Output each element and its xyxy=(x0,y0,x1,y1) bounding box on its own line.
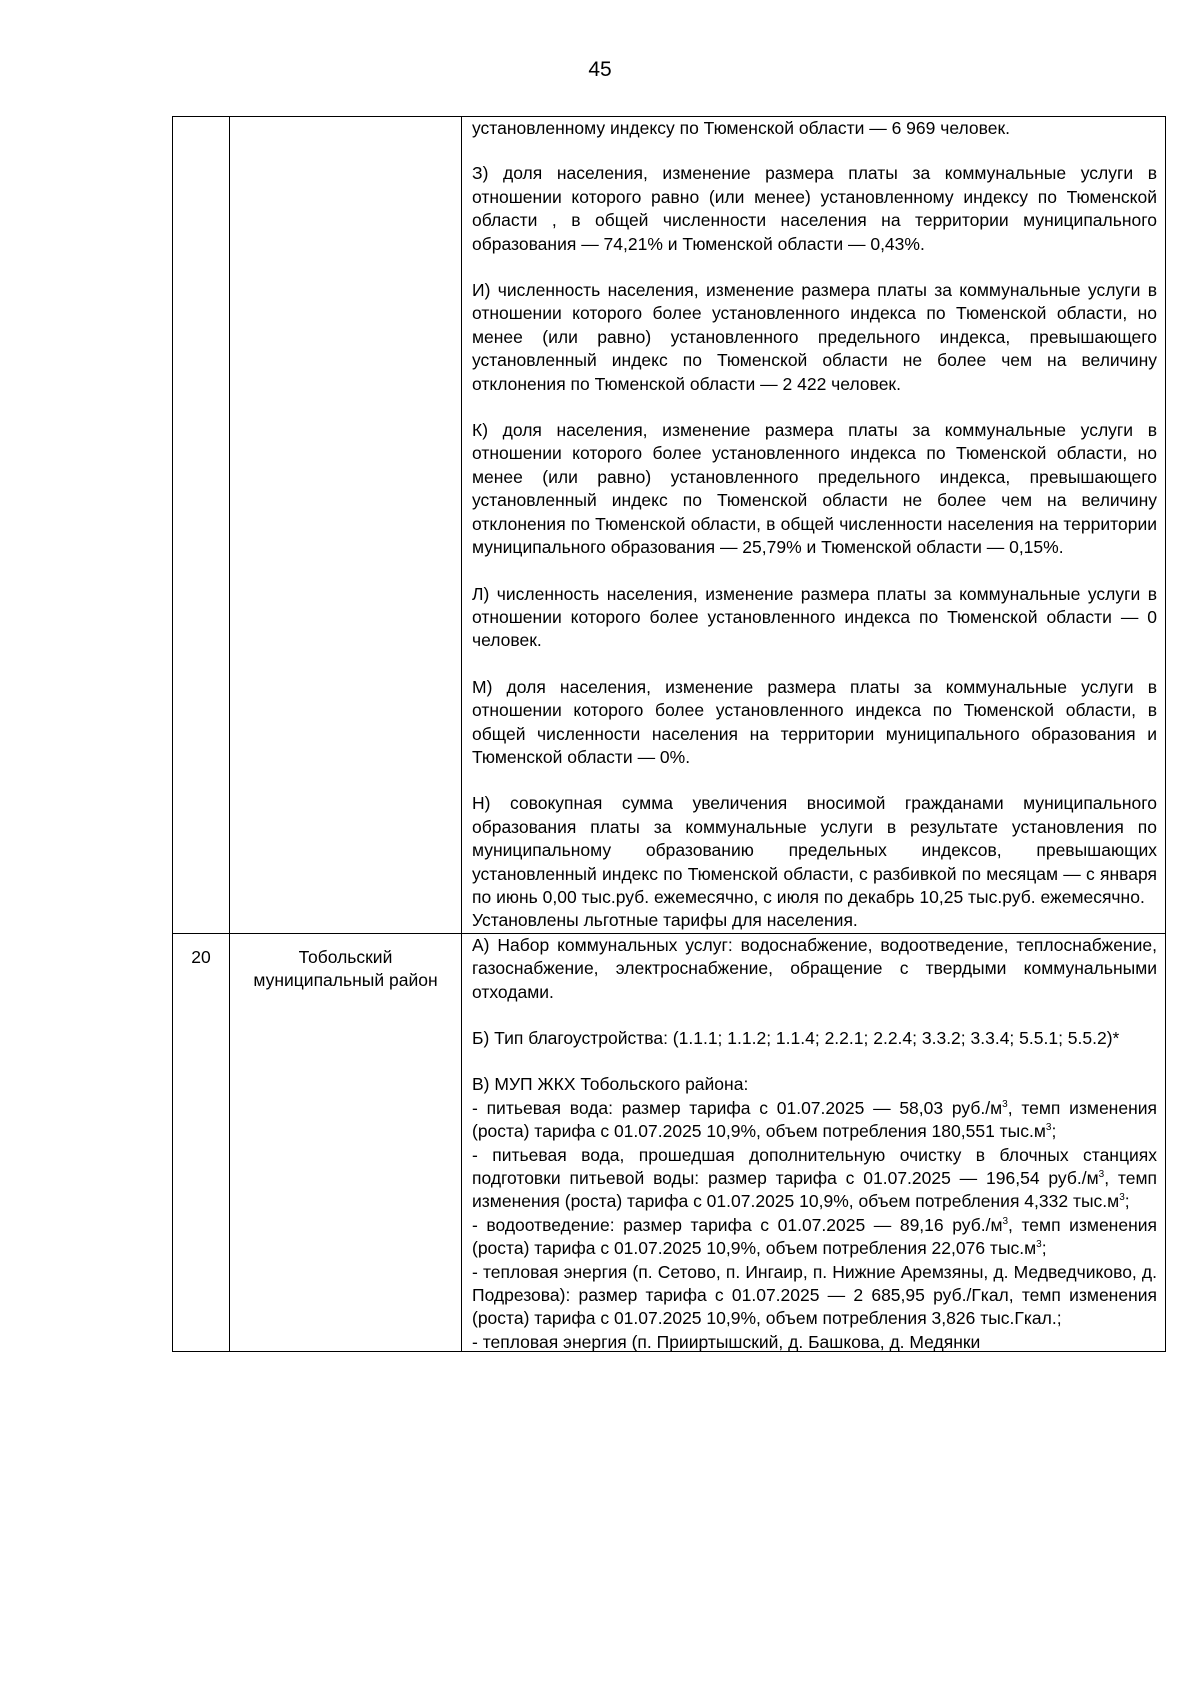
paragraph-a: А) Набор коммунальных услуг: водоснабжение, водоотведение, теплоснабжение, газоснабжение, электроснабжение, обращение с твердыми коммунальными отходами. xyxy=(472,934,1157,1002)
superscript-3: 3 xyxy=(1098,1169,1105,1181)
page-number: 45 xyxy=(588,58,612,81)
row-name-cell-empty xyxy=(230,117,462,934)
paragraph-z: З) доля населения, изменение размера платы за коммунальные услуги в отношении которого равно (или менее) установленному индексу по Тюменской области , в общей численности населения на территории муниципального образования — 74,21% и Тюменской области — 0,43%. xyxy=(472,163,1157,254)
paragraph-m: М) доля населения, изменение размера платы за коммунальные услуги в отношении которого более установленного индекса по Тюменской области, в общей численности населения на территории муниципального образования и Тюменской области — 0%. xyxy=(472,676,1157,767)
tariff-item-heat-energy-1: - тепловая энергия (п. Сетово, п. Ингаир, п. Нижние Аремзяны, д. Медведчиково, д. Подрезова): размер тарифа с 01.07.2025 — 2 685,95 руб./Гкал, темп изменения (роста) тарифа с 01.07.2025 10,9%, объем потребления 3,826 тыс.Гкал.; xyxy=(472,1261,1157,1329)
table-row-20 xyxy=(173,933,1166,1351)
paragraph-v-title: В) МУП ЖКХ Тобольского района: xyxy=(472,1074,749,1095)
paragraph-benefit-tariffs: Установлены льготные тарифы для населения. xyxy=(472,910,858,931)
paragraph-continued: установленному индексу по Тюменской области — 6 969 человек. xyxy=(472,118,1011,138)
row-body-cell xyxy=(462,117,1166,934)
row-number: 20 xyxy=(173,933,230,1351)
table-row-continued xyxy=(173,117,1166,934)
superscript-3: 3 xyxy=(1045,1122,1052,1134)
paragraph-b: Б) Тип благоустройства: (1.1.1; 1.1.2; 1.1.4; 2.2.1; 2.2.4; 3.3.2; 3.3.4; 5.5.1; 5.5.2)* xyxy=(472,1028,1120,1048)
row-number-cell-empty xyxy=(173,117,230,934)
paragraph-i: И) численность населения, изменение размера платы за коммунальные услуги в отношении которого более установленного индекса по Тюменской области, но менее (или равно) установленного предельного индекса, превышающего установленный индекс по Тюменской области не более чем на величину отклонения по Тюменской области — 2 422 человек. xyxy=(472,280,1157,394)
municipality-name: Тобольский муниципальный район xyxy=(230,933,462,1351)
row-body-cell xyxy=(462,933,1166,1351)
superscript-3: 3 xyxy=(1002,1216,1009,1228)
tariff-item-purified-water: - питьевая вода, прошедшая дополнительную очистку в блочных станциях подготовки питьевой воды: размер тарифа с 01.07.2025 — 196,54 $руб./м^3$, темп изменения (роста) тарифа с 01.07.2025 10,9%, объем потребления 4,332 $тыс.м^3$; xyxy=(472,1144,1157,1212)
tariff-table xyxy=(172,116,1166,1352)
tariff-item-heat-energy-2: - тепловая энергия (п. Прииртышский, д. Башкова, д. Медянки xyxy=(472,1331,981,1351)
superscript-3: 3 xyxy=(1036,1239,1042,1251)
paragraph-n: Н) совокупная сумма увеличения вносимой гражданами муниципального образования платы за коммунальные услуги в результате установления по муниципальному образованию предельных индексов, превышающих установленный индекс по Тюменской области, с разбивкой по месяцам — с января по июнь 0,00 тыс.руб. ежемесячно, с июля по декабрь 10,25 тыс.руб. ежемесячно. xyxy=(472,793,1157,907)
tariff-item-wastewater: - водоотведение: размер тарифа с 01.07.2025 — 89,16 $руб./м^3$, темп изменения (роста) тарифа с 01.07.2025 10,9%, объем потребления 22,076 $тыс.м^3$; xyxy=(472,1214,1157,1259)
paragraph-k: К) доля населения, изменение размера платы за коммунальные услуги в отношении которого более установленного индекса по Тюменской области, но менее (или равно) установленного предельного индекса, превышающего установленный индекс по Тюменской области не более чем на величину отклонения по Тюменской области, в общей численности населения на территории муниципального образования — 25,79% и Тюменской области — 0,15%. xyxy=(472,420,1157,558)
superscript-3: 3 xyxy=(1119,1192,1125,1204)
paragraph-l: Л) численность населения, изменение размера платы за коммунальные услуги в отношении которого более установленного индекса по Тюменской области — 0 человек. xyxy=(472,583,1157,651)
tariff-item-drinking-water: - питьевая вода: размер тарифа с 01.07.2025 — 58,03 $руб./м^3$, темп изменения (роста) тарифа с 01.07.2025 10,9%, объем потребления 180,551 $тыс.м^3$; xyxy=(472,1097,1157,1142)
superscript-3: 3 xyxy=(1002,1098,1008,1110)
